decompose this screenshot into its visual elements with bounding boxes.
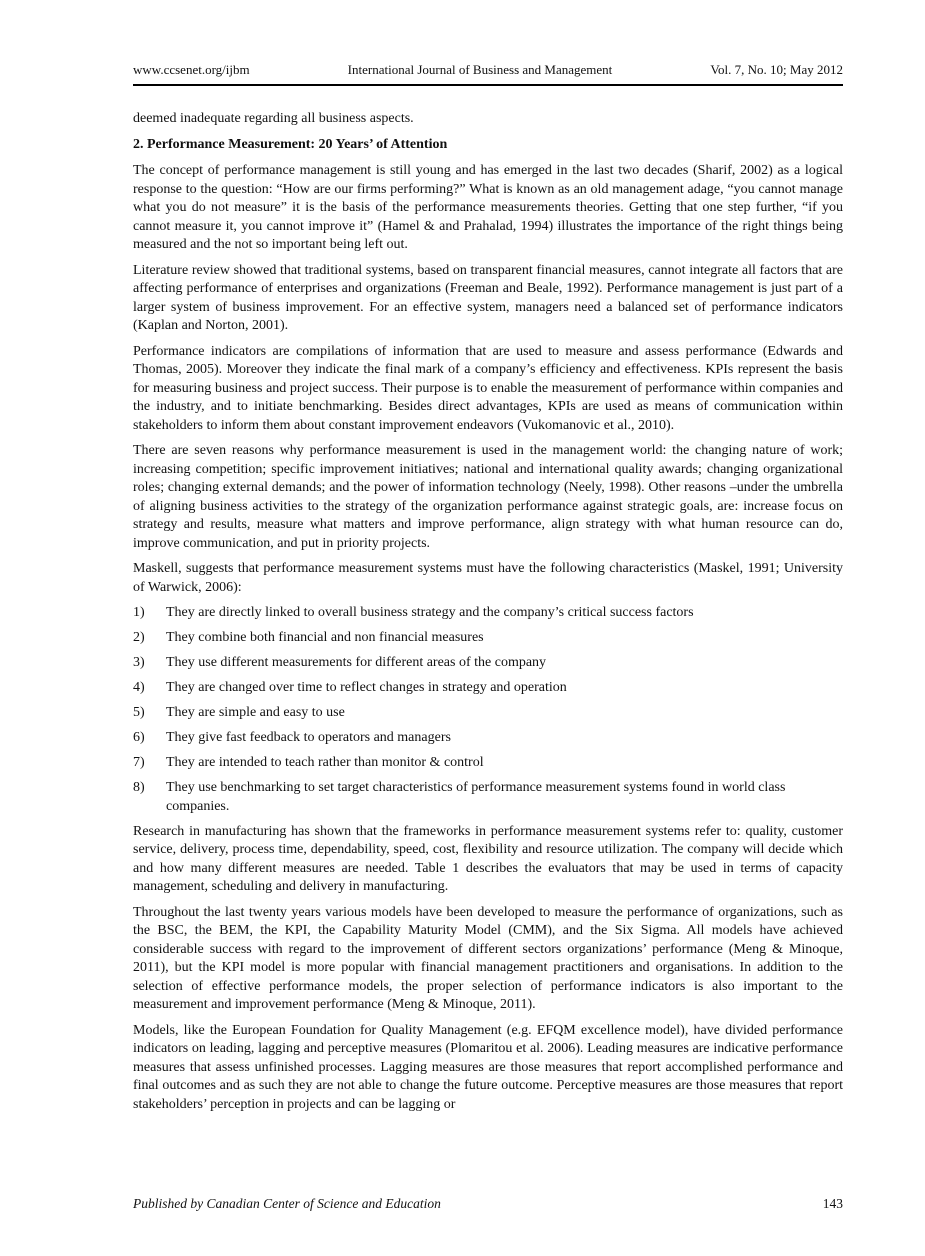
section-heading: 2. Performance Measurement: 20 Years’ of Attention — [133, 136, 448, 152]
paragraph: The concept of performance management is still young and has emerged in the last two decades (Sharif, 2002) as a logical response to the question: “How are our firms performing?” What is known as an old management adage, “you cannot manage what you do not measure” it is the basis of the performance measurements theories. Getting that one step further, “if you cannot measure it, you cannot improve it” (Hamel & and Prahalad, 1994) illustrates the importance of the right things being measured and the not so important being left out. — [133, 163, 843, 252]
list-item-number: 3) — [133, 655, 145, 670]
list-item-text: They use benchmarking to set target characteristics of performance measurement systems found in world class companies. — [166, 780, 786, 814]
list-item-text: They are changed over time to reflect changes in strategy and operation — [166, 680, 567, 695]
paragraph: Maskell, suggests that performance measurement systems must have the following characteristics (Maskel, 1991; University of Warwick, 2006): — [133, 561, 843, 595]
paragraph: There are seven reasons why performance measurement is used in the management world: the changing nature of work; increasing competition; specific improvement initiatives; national and international quality awards; changing organizational roles; changing external demands; and the power of information technology (Neely, 1998). Other reasons –under the umbrella of aligning business activities to the strategy of the organization performance against strategic goals, are: increase focus on strategy and results, measure what matters and improve performance, align strategy with what human resource can do, improve communication, and put in priority projects. — [133, 443, 843, 551]
list-item-number: 5) — [133, 705, 145, 720]
list-item — [133, 729, 843, 748]
page-number: 143 — [822, 1196, 843, 1211]
numbered-list — [133, 604, 843, 816]
journal-url: www.ccsenet.org/ijbm — [133, 62, 250, 77]
publisher-note: Published by Canadian Center of Science and Education — [133, 1196, 441, 1211]
page-footer — [133, 1196, 843, 1212]
paragraph: Throughout the last twenty years various models have been developed to measure the performance of organizations, such as the BSC, the BEM, the KPI, the Capability Maturity Model (CMM), and the Six Sigma. All models have achieved considerable success with regard to the improvement of different sectors organizations’ performance (Meng & Minoque, 2011), but the KPI model is more popular with financial management practitioners and organisations. In addition to the selection of effective performance models, the proper selection of performance indicators is also important to the measurement and improvement performance (Meng & Minoque, 2011). — [133, 904, 843, 1012]
list-item — [133, 679, 843, 698]
list-item — [133, 629, 843, 648]
paragraph: Research in manufacturing has shown that the frameworks in performance measurement systems refer to: quality, customer service, delivery, process time, dependability, speed, cost, flexibility and resource utilization. The company will decide which and how many different measures are needed. Table 1 describes the evaluators that may be used in terms of capacity management, scheduling and delivery in manufacturing. — [133, 823, 843, 894]
list-item — [133, 754, 843, 773]
article-body — [133, 110, 843, 1121]
list-item-text: They combine both financial and non financial measures — [166, 630, 484, 645]
list-item-text: They are directly linked to overall business strategy and the company’s critical success factors — [166, 605, 694, 620]
list-item-number: 6) — [133, 730, 145, 745]
list-item — [133, 704, 843, 723]
list-item-number: 4) — [133, 680, 145, 695]
paragraph: Models, like the European Foundation for Quality Management (e.g. EFQM excellence model), have divided performance indicators on leading, lagging and perceptive measures (Plomaritou et al. 2006). Leading measures are indicative performance measures that assess unfinished processes. Lagging measures are those measures that report accomplished performance and final outcomes and as such they are not able to change the future outcome. Perceptive measures are those measures that report stakeholders’ perception in projects and can be lagging or — [133, 1022, 843, 1112]
list-item-number: 7) — [133, 755, 145, 770]
list-item-number: 1) — [133, 605, 145, 620]
list-item-text: They give fast feedback to operators and managers — [166, 730, 451, 745]
list-item-number: 8) — [133, 780, 145, 795]
list-item-text: They use different measurements for different areas of the company — [166, 655, 547, 670]
list-item-number: 2) — [133, 630, 145, 645]
list-item — [133, 779, 843, 816]
list-item — [133, 604, 843, 623]
list-item — [133, 654, 843, 673]
paragraph: deemed inadequate regarding all business aspects. — [133, 111, 414, 126]
issue-info: Vol. 7, No. 10; May 2012 — [710, 62, 843, 77]
page-header — [133, 62, 843, 86]
list-item-text: They are intended to teach rather than monitor & control — [166, 755, 484, 770]
paragraph: Performance indicators are compilations of information that are used to measure and assess performance (Edwards and Thomas, 2005). Moreover they indicate the final mark of a company’s efficiency and effectiveness. KPIs represent the basis for measuring business and project success. Their purpose is to enable the measurement of performance within companies and the industry, and to initiate benchmarking. Besides direct advantages, KPIs are used as means of communication within stakeholders to inform them about constant improvement endeavors (Vukomanovic et al., 2010). — [133, 343, 843, 433]
paragraph: Literature review showed that traditional systems, based on transparent financial measures, cannot integrate all factors that are affecting performance of enterprises and organizations (Freeman and Beale, 1992). Performance management is just part of a larger system of business improvement. For an effective system, managers need a balanced set of performance indicators (Kaplan and Norton, 2001). — [133, 262, 843, 333]
journal-title: International Journal of Business and Management — [347, 62, 613, 77]
list-item-text: They are simple and easy to use — [166, 705, 345, 720]
